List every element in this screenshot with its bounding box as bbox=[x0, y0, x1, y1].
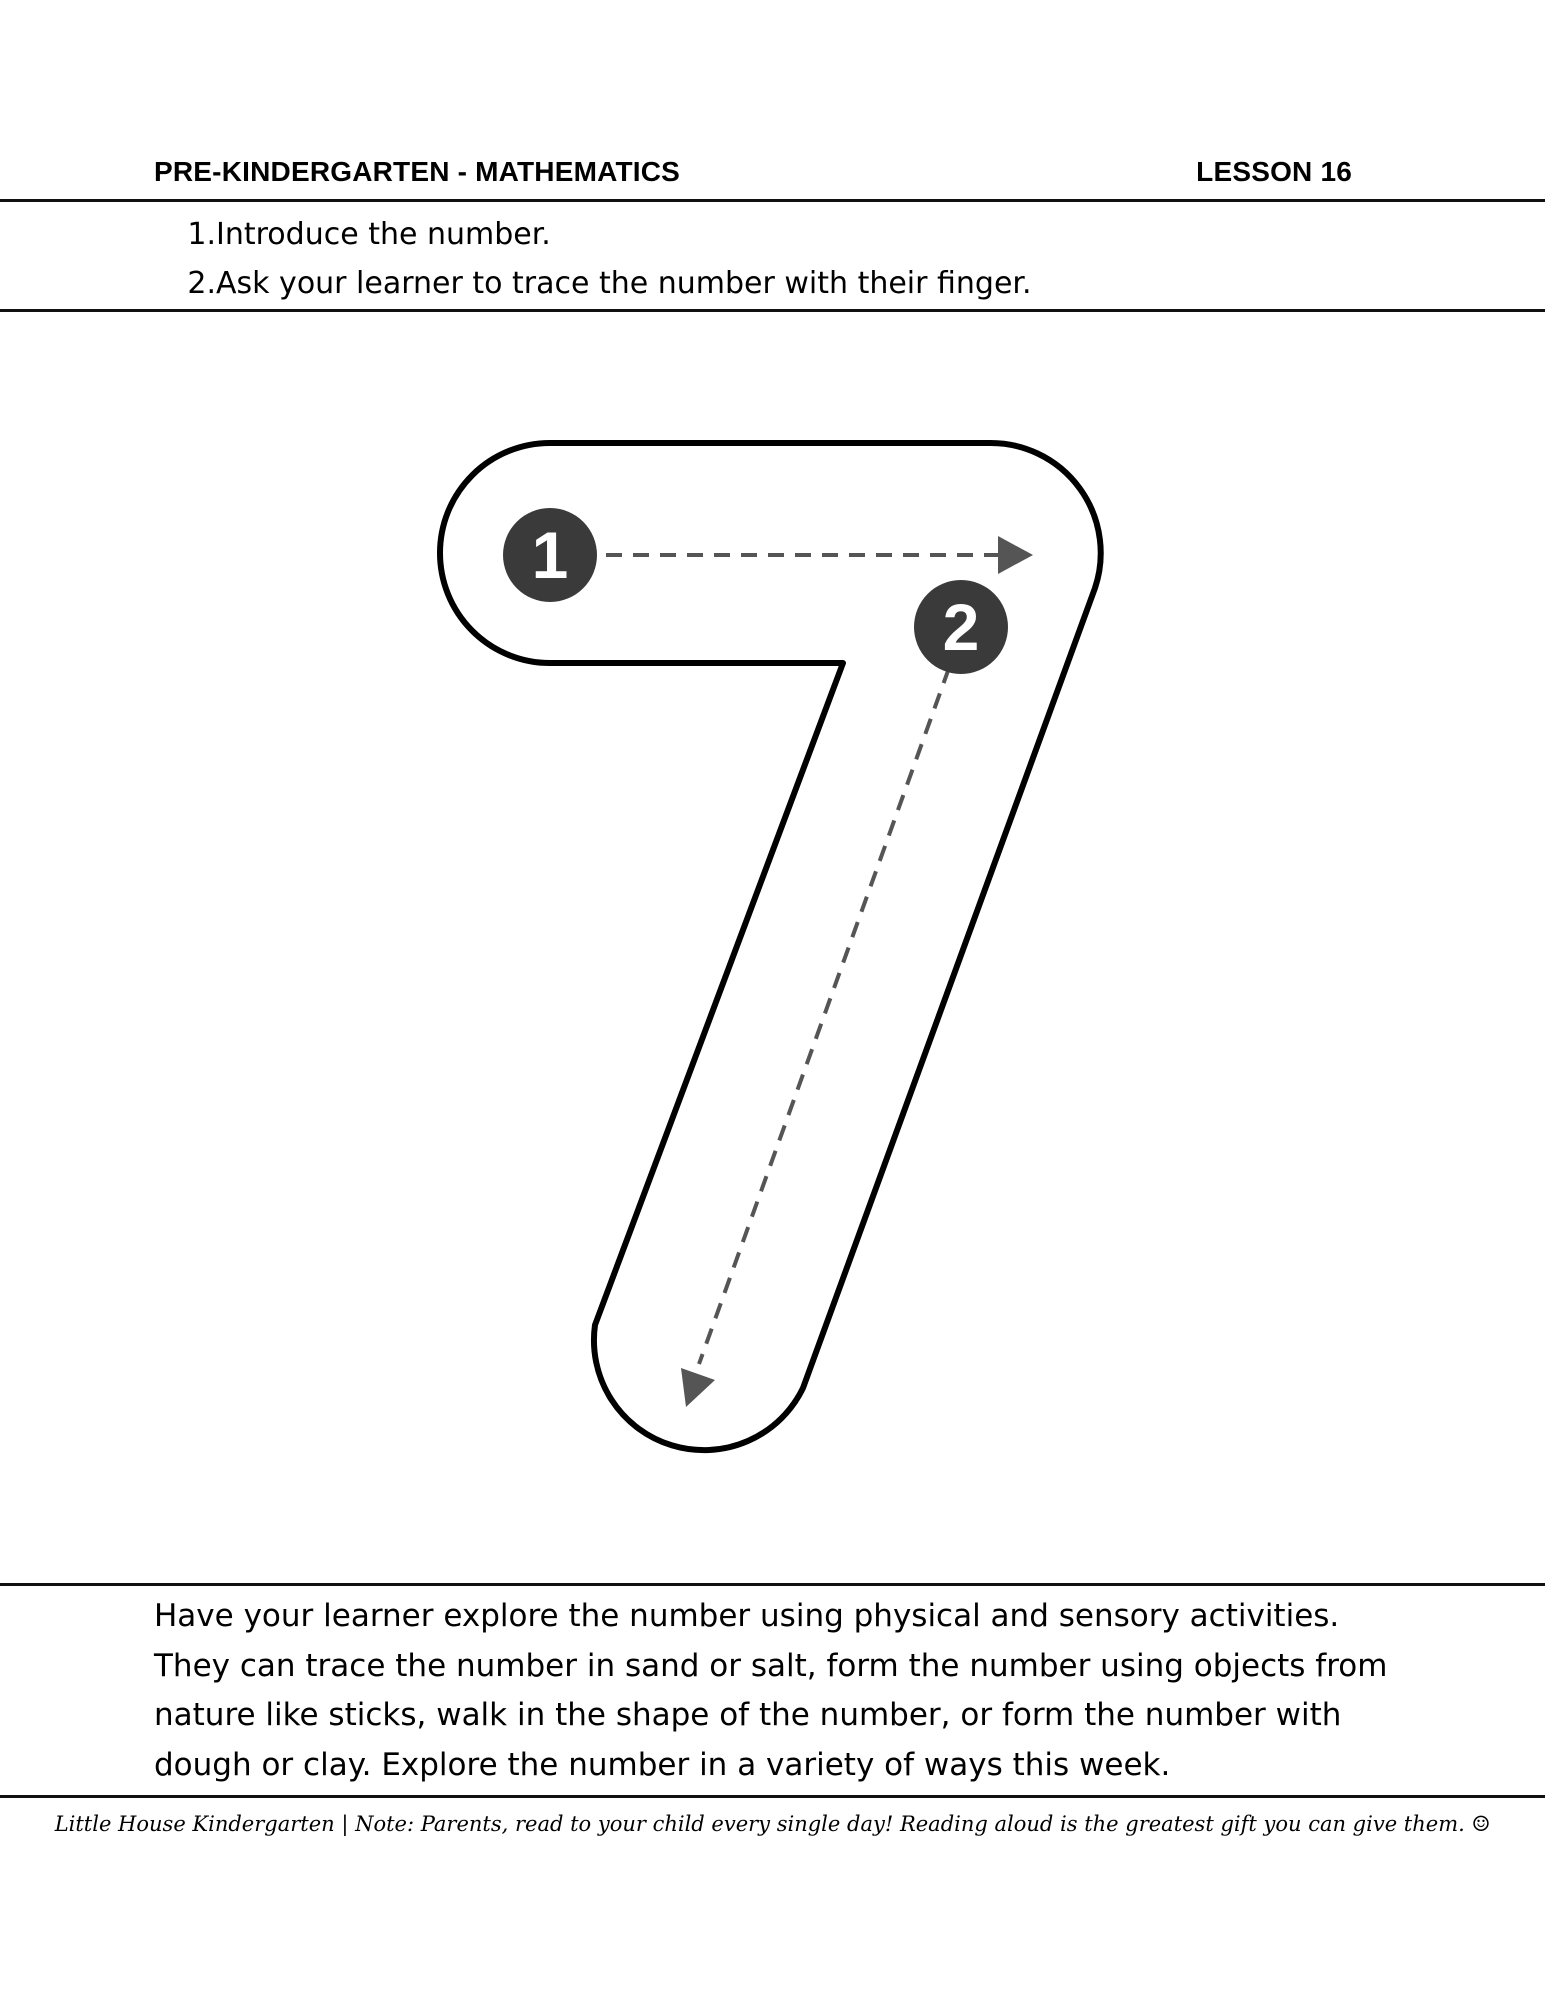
subject-title: PRE-KINDERGARTEN - MATHEMATICS bbox=[154, 156, 681, 187]
instruction-number: 2. bbox=[187, 266, 216, 301]
lesson-number: LESSON 16 bbox=[1196, 156, 1352, 187]
divider-activity bbox=[0, 1583, 1545, 1586]
instruction-text: Introduce the number. bbox=[216, 217, 551, 252]
step-1-label: 1 bbox=[531, 518, 569, 592]
divider-footer bbox=[0, 1795, 1545, 1798]
step-2-label: 2 bbox=[942, 590, 980, 664]
instruction-number: 1. bbox=[187, 217, 216, 252]
activity-description: Have your learner explore the number using physical and sensory activities. They can trace the number in sand or salt, form the number using objects from nature like sticks, walk in the shape of the number, or form the number with dough or clay. Explore the number in a variety of ways this week. bbox=[154, 1598, 1388, 1783]
step-2-badge bbox=[914, 580, 1008, 674]
footer-note: Little House Kindergarten | Note: Parents, read to your child every single day! Reading aloud is the greatest gift you can give them. ☺ bbox=[54, 1812, 1491, 1836]
step-1-badge bbox=[503, 508, 597, 602]
instruction-text: Ask your learner to trace the number with their finger. bbox=[216, 266, 1032, 301]
